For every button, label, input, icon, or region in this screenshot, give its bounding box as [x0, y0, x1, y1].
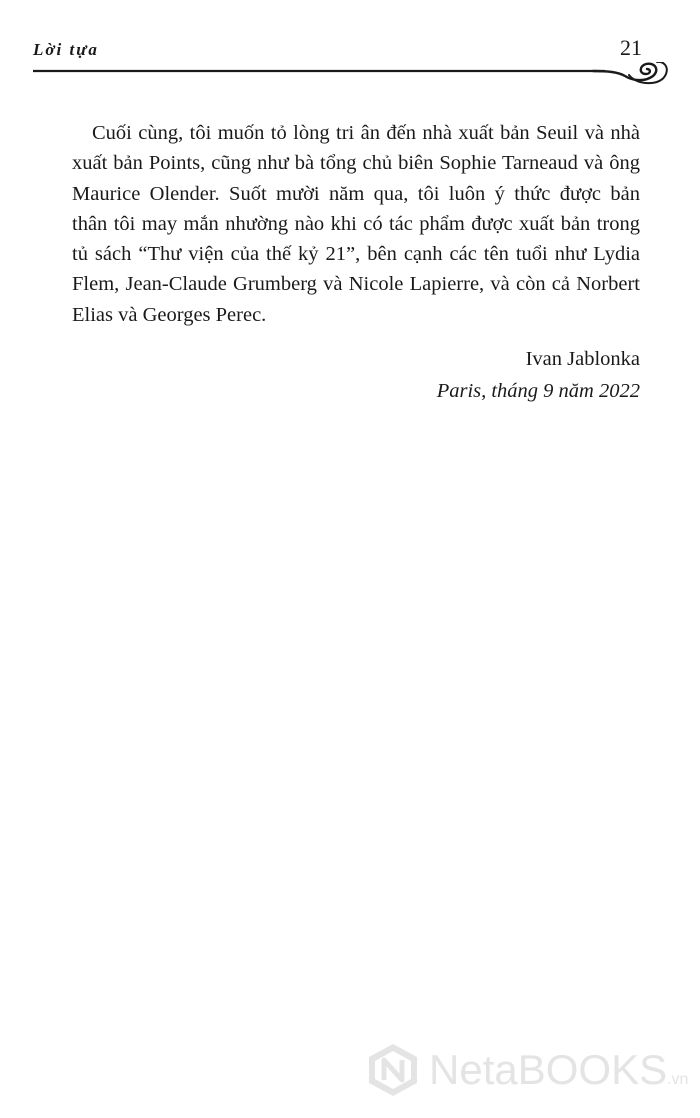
watermark-brand	[429, 1046, 688, 1094]
watermark-domain: .vn	[667, 1071, 689, 1088]
watermark	[365, 1042, 689, 1102]
netabooks-logo-icon	[365, 1042, 421, 1098]
paragraph-line: xuất bản Points, cũng như bà tổng chủ biên Sophie Tarneaud và ông	[72, 152, 640, 175]
page-number: 21	[620, 35, 642, 60]
ornamental-rule-icon	[33, 62, 669, 88]
body-paragraph	[72, 118, 640, 330]
paragraph-line: thân tôi may mắn nhường nào khi có tác phẩm được xuất bản trong	[72, 212, 640, 235]
author-name: Ivan Jablonka	[525, 348, 640, 370]
paragraph-line: Cuối cùng, tôi muốn tỏ lòng tri ân đến nhà xuất bản Seuil và nhà	[92, 122, 640, 144]
paragraph-line: Elias và Georges Perec.	[72, 303, 267, 326]
place-date: Paris, tháng 9 năm 2022	[436, 380, 640, 402]
paragraph-line: Maurice Olender. Suốt mười năm qua, tôi luôn ý thức được bản	[72, 182, 640, 205]
signature-block	[437, 343, 640, 407]
chapter-title: Lời tựa	[33, 40, 99, 59]
watermark-brand-name: NetaBOOKS	[429, 1046, 668, 1093]
paragraph-line: Flem, Jean-Claude Grumberg và Nicole Lapierre, và còn cả Norbert	[72, 273, 640, 296]
paragraph-line: tủ sách “Thư viện của thế kỷ 21”, bên cạnh các tên tuổi như Lydia	[72, 243, 640, 266]
